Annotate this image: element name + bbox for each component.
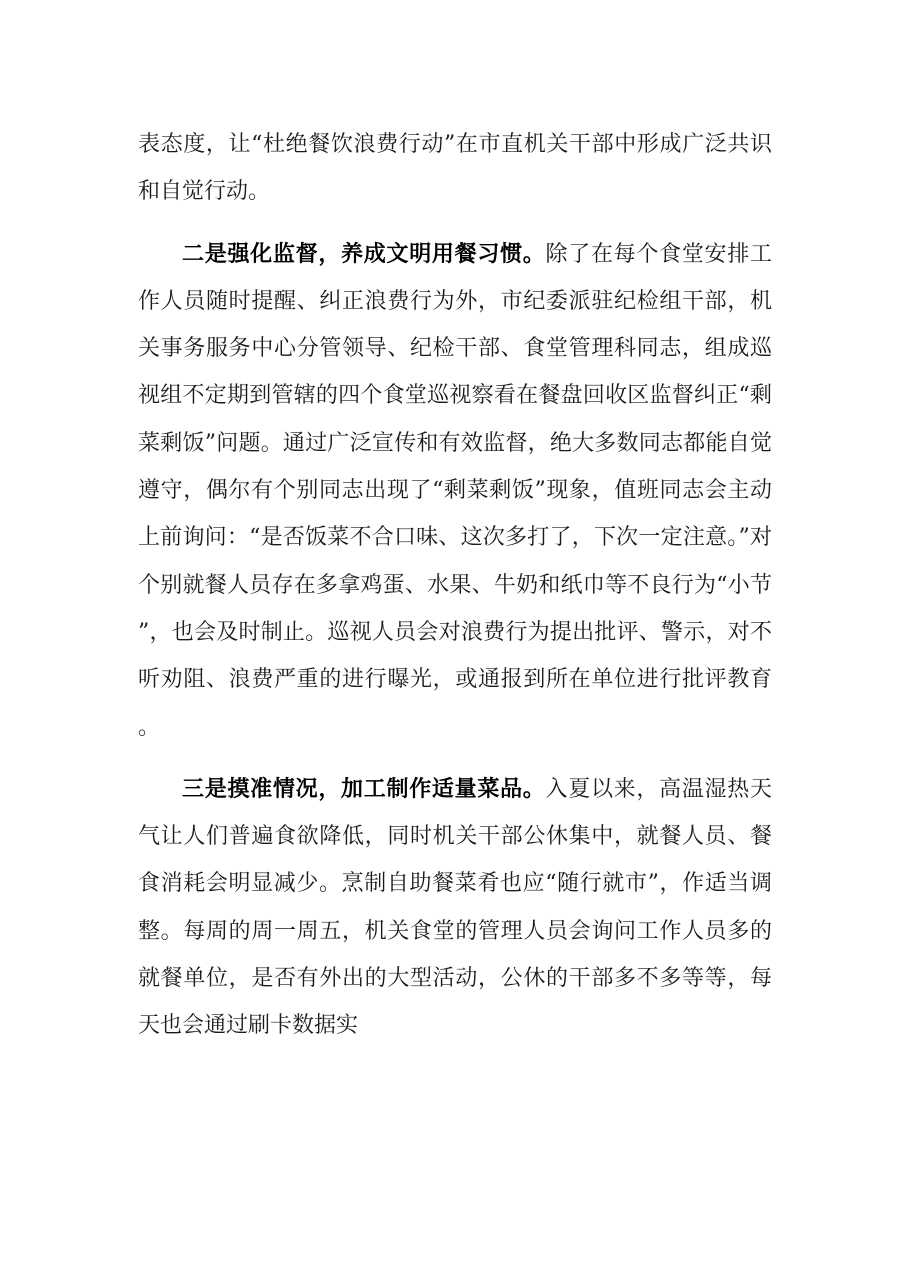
paragraph-1 (138, 121, 772, 216)
paragraph-2-lead: 二是强化监督，养成文明用餐习惯。 (182, 241, 546, 267)
paragraph-2-text: 除了在每个食堂安排工作人员随时提醒、纠正浪费行为外，市纪委派驻纪检组干部，机关事务服务中心分管领导、纪检干部、食堂管理科同志，组成巡视组不定期到管辖的四个食堂巡视察看在餐盘回收区监督纠正“剩菜剩饭”问题。通过广泛宣传和有效监督，绝大多数同志都能自觉遵守，偶尔有个别同志出现了“剩菜剩饭”现象，值班同志会主动上前询问：“是否饭菜不合口味、这次多打了，下次一定注意。”对个别就餐人员存在多拿鸡蛋、水果、牛奶和纸巾等不良行为“小节”，也会及时制止。巡视人员会对浪费行为提出批评、警示，对不听劝阻、浪费严重的进行曝光，或通报到所在单位进行批评教育。 (138, 241, 772, 740)
paragraph-3 (138, 766, 772, 1050)
paragraph-3-text: 入夏以来，高温湿热天气让人们普遍食欲降低，同时机关干部公休集中，就餐人员、餐食消耗会明显减少。烹制自助餐菜肴也应“随行就市”，作适当调整。每周的周一周五，机关食堂的管理人员会询问工作人员多的就餐单位，是否有外出的大型活动，公休的干部多不多等等，每天也会通过刷卡数据实 (138, 776, 772, 1039)
paragraph-3-lead: 三是摸准情况，加工制作适量菜品。 (182, 776, 546, 802)
paragraph-2 (138, 231, 772, 751)
paragraph-1-text: 表态度，让“杜绝餐饮浪费行动”在市直机关干部中形成广泛共识和自觉行动。 (138, 132, 772, 205)
document-page (138, 121, 772, 1050)
